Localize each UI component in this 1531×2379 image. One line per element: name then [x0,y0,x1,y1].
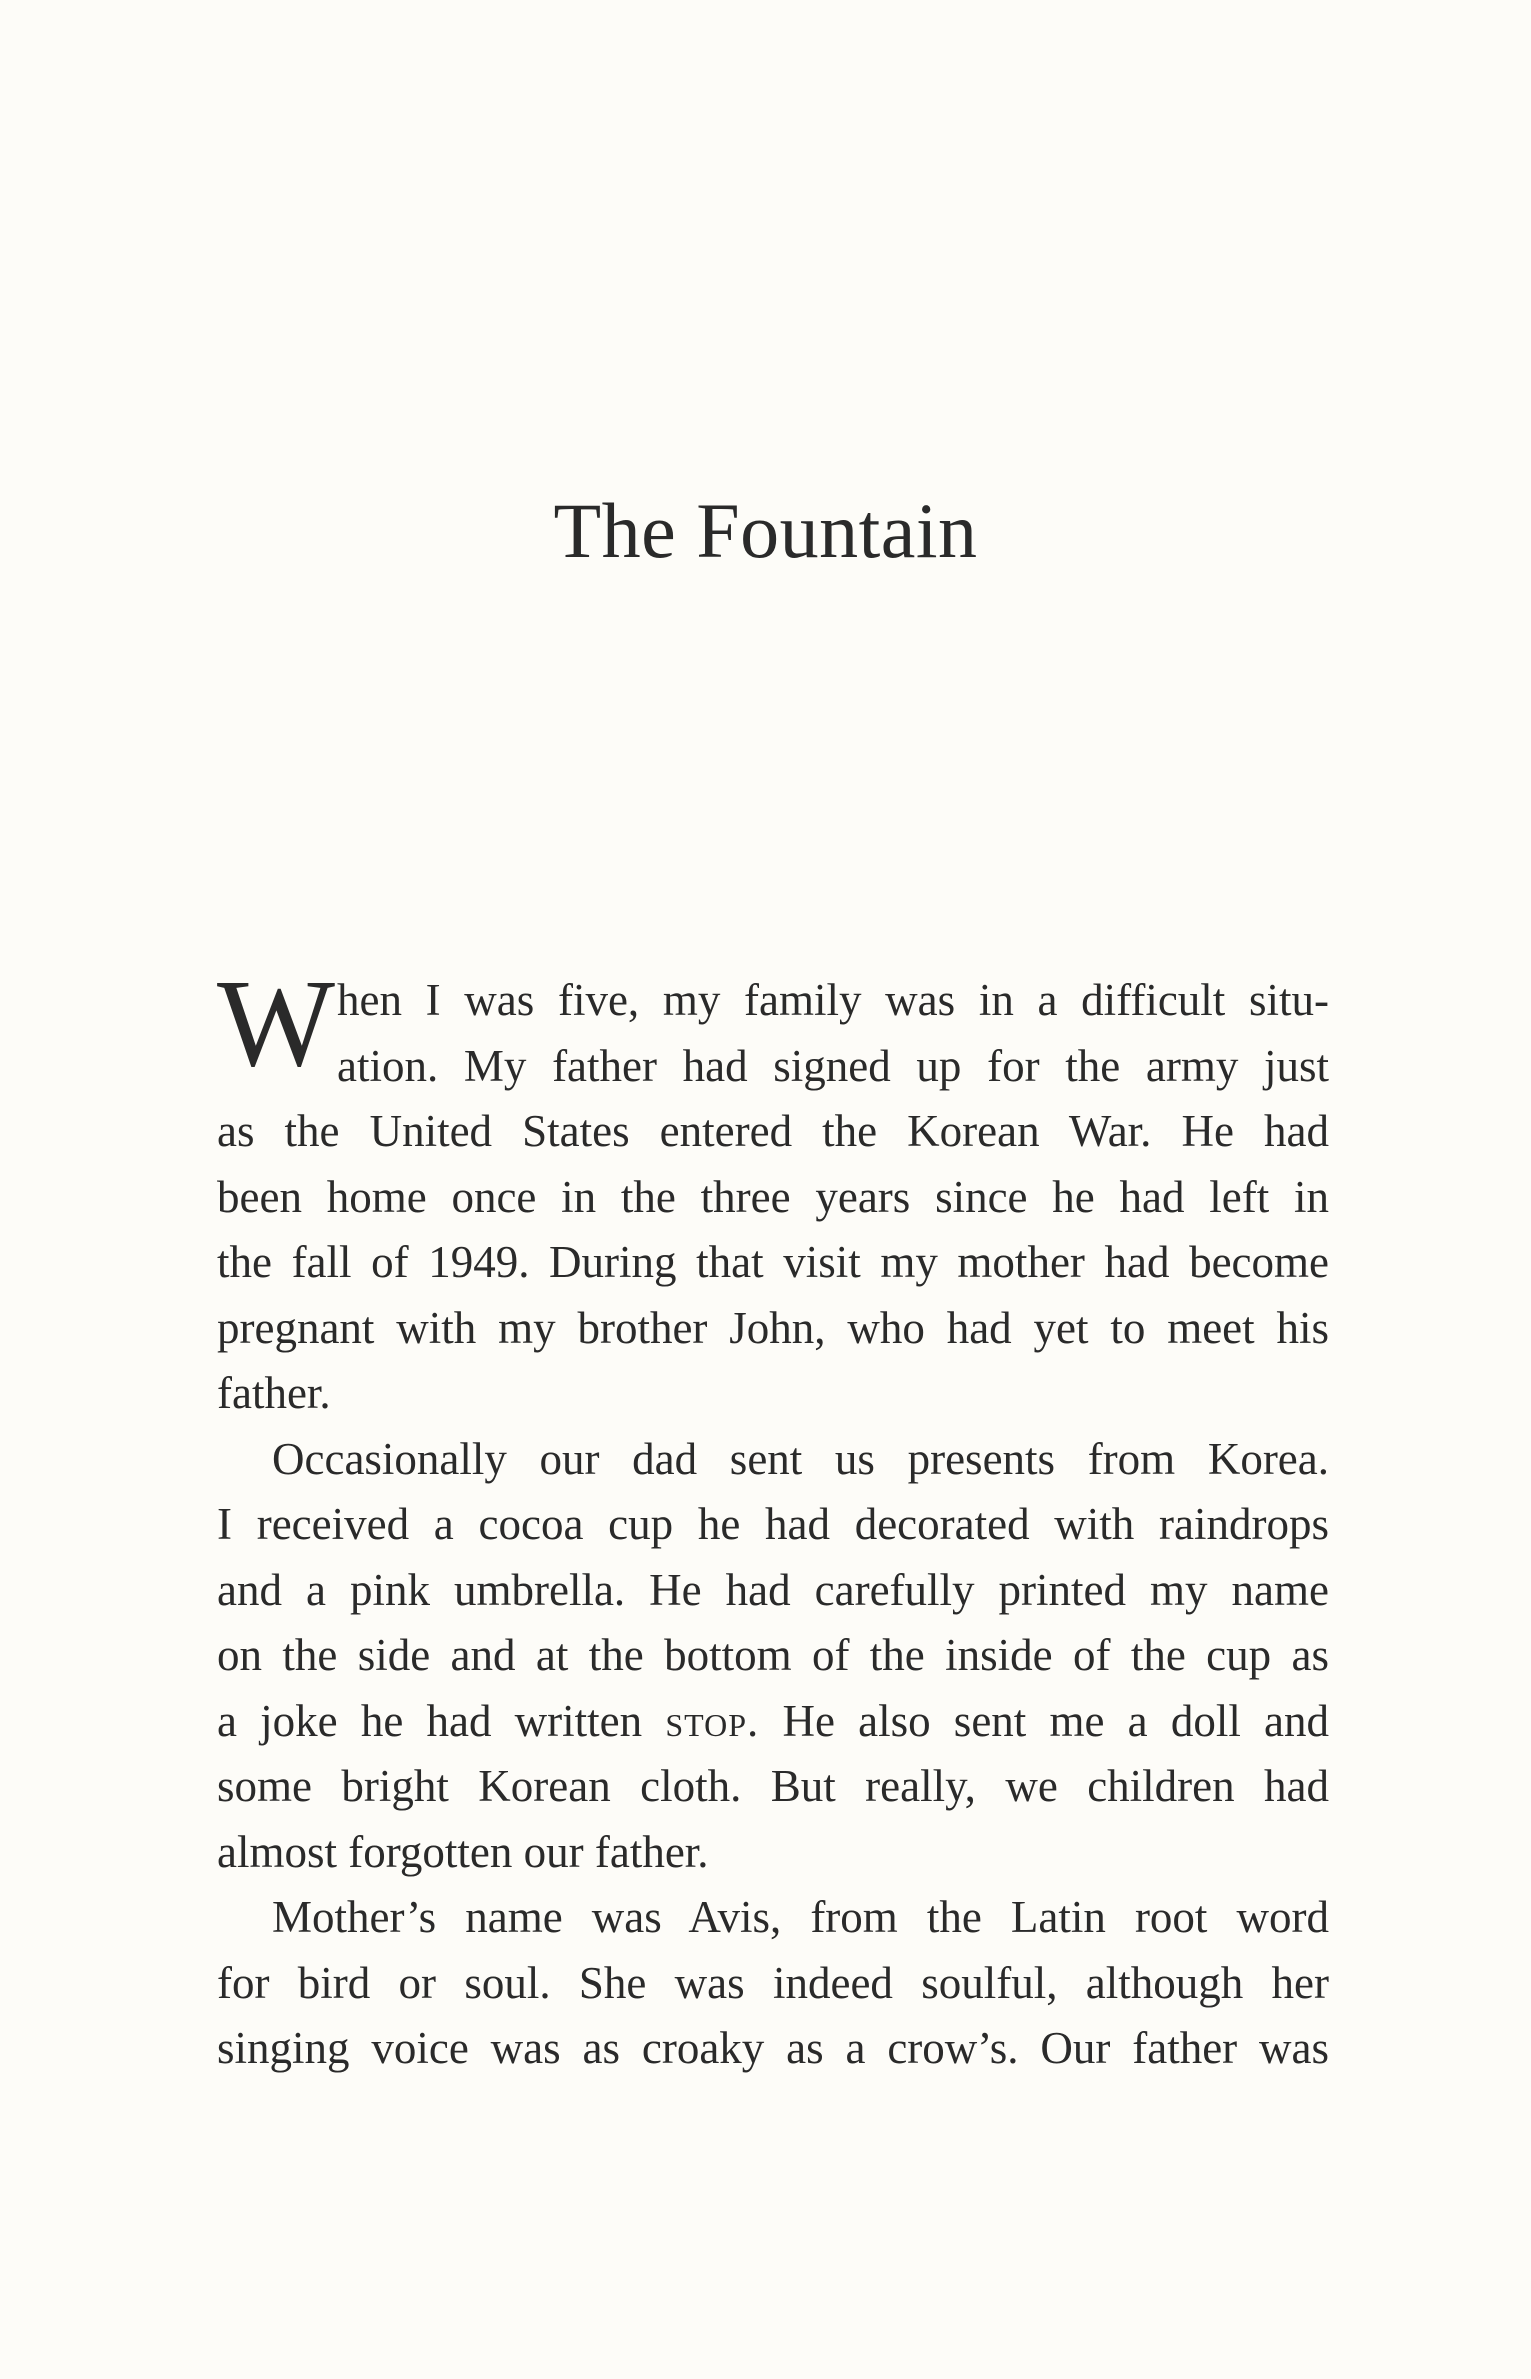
text-line: for bird or soul. She was indeed soulful, although her [217,1957,1329,2008]
text-line: ation. My father had signed up for the army just [337,1040,1329,1091]
text-line: on the side and at the bottom of the inside of the cup as [217,1630,1329,1680]
text-line: almost forgotten our father. [217,1826,709,1877]
text-run: a joke he had written [217,1695,666,1746]
text-line: father. [217,1368,331,1418]
text-line: I received a cocoa cup he had decorated with raindrops [217,1499,1329,1549]
text-line: as the United States entered the Korean War. He had [217,1106,1329,1156]
paragraph-2 [217,1427,1329,1886]
text-line: the fall of 1949. During that visit my mother had become [217,1237,1329,1287]
text-line: hen I was five, my family was in a difficult situ- [337,975,1329,1025]
text-run: He also sent me a doll and [759,1695,1330,1746]
body-text [217,955,1330,2082]
text-line: some bright Korean cloth. But really, we children had [217,1761,1329,1811]
text-line: Mother’s name was Avis, from the Latin root word [272,1892,1329,1942]
chapter-title: The Fountain [553,487,978,574]
text-line: pregnant with my brother John, who had yet to meet his [217,1302,1329,1353]
text-line: Occasionally our dad sent us presents from Korea. [272,1433,1329,1484]
text-line: and a pink umbrella. He had carefully printed my name [217,1564,1329,1615]
paragraph-1 [217,955,1329,1427]
text-line-with-smallcaps [217,1689,1329,1755]
drop-cap: W [217,955,335,1093]
text-line: been home once in the three years since he had left in [217,1171,1329,1222]
paragraph-3 [217,1885,1329,2082]
smallcaps-word: stop. [665,1695,760,1746]
text-line: singing voice was as croaky as a crow’s. Our father was [217,2023,1329,2073]
